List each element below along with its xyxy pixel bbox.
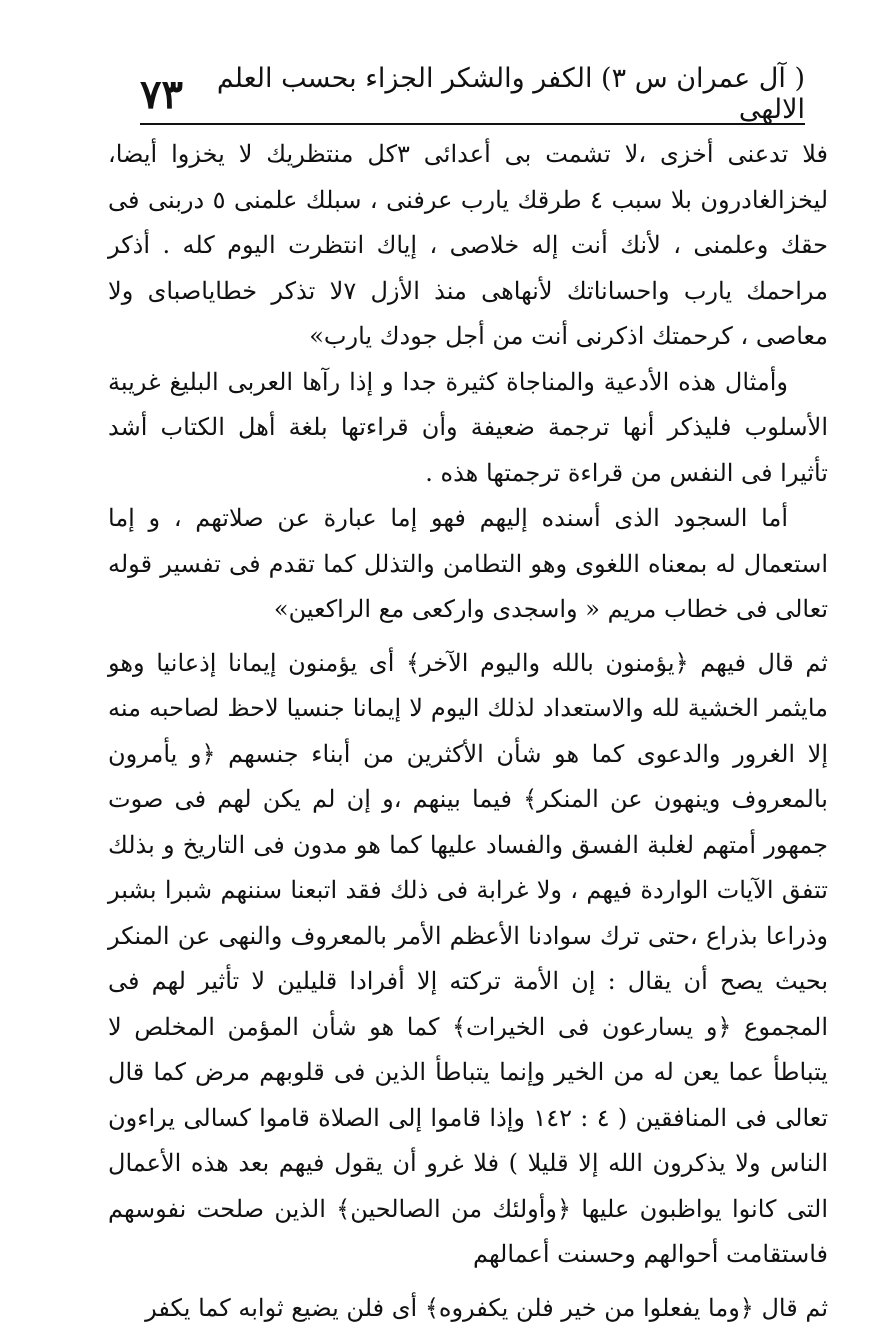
paragraph-faith-and-deeds: ثم قال فيهم ﴿يؤمنون بالله واليوم الآخر﴾ أى يؤمنون إيمانا إذعانيا وهو مايثمر الخشية لله والاستعداد لذلك اليوم لا إيمانا جنسيا لاحظ لصاحبه منه إلا الغرور والدعوى كما هو شأن الأكثرين من أبناء جنسهم ﴿و يأمرون بالمعروف وينهون عن المنكر﴾ فيما بينهم ،و إن لم يكن لهم فى صوت جمهور أمتهم لغلبة الفسق والفساد عليها كما هو مدون فى التاريخ و بذلك تتفق الآيات الواردة فيهم ، ولا غرابة فى ذلك فقد اتبعنا سننهم شبرا بشبر وذراعا بذراع ،حتى ترك سوادنا الأعظم الأمر بالمعروف والنهى عن المنكر بحيث يصح أن يقال : إن الأمة تركته إلا أفرادا قليلين لا تأثير لهم فى المجموع ﴿و يسارعون فى الخيرات﴾ كما هو شأن المؤمن المخلص لا يتباطأ عما يعن له من الخير وإنما يتباطأ الذين فى قلوبهم مرض كما قال تعالى فى المنافقين ( ٤ : ١٤٢ وإذا قاموا إلى الصلاة قاموا كسالى يراءون الناس ولا يذكرون الله إلا قليلا ) فلا غرو أن يقول فيهم بعد هذه الأعمال التى كانوا يواظبون عليها ﴿وأولئك من الصالحين﴾ الذين صلحت نفوسهم فاستقامت أحوالهم وحسنت أعمالهم — [108, 641, 828, 1278]
header-rule — [140, 123, 805, 125]
paragraph-prayers-commentary: وأمثال هذه الأدعية والمناجاة كثيرة جدا و إذا رآها العربى البليغ غريبة الأسلوب فليذكر أنها ترجمة ضعيفة وأن قراءتها بلغة أهل الكتاب أشد تأثيرا فى النفس من قراءة ترجمتها هذه . — [108, 360, 828, 497]
paragraph-reward: ثم قال ﴿وما يفعلوا من خير فلن يكفروه﴾ أى فلن يضيع ثوابه كما يكفر — [108, 1286, 828, 1331]
page-number: ٧٣ — [140, 71, 183, 118]
paragraph-gap — [108, 1278, 828, 1286]
paragraph-sujud: أما السجود الذى أسنده إليهم فهو إما عبارة عن صلاتهم ، و إما استعمال له بمعناه اللغوى وهو التطامن والتذلل كما تقدم فى تفسير قوله تعالى فى خطاب مريم « واسجدى واركعى مع الراكعين» — [108, 496, 828, 633]
running-title: ( آل عمران س ٣) الكفر والشكر الجزاء بحسب العلم الالهى — [183, 63, 805, 125]
body-text — [108, 132, 828, 1331]
paragraph-gap — [108, 633, 828, 641]
page-header — [140, 68, 805, 120]
paragraph-prayer-quote: فلا تدعنى أخزى ،لا تشمت بى أعدائى ٣كل منتظريك لا يخزوا أيضا، ليخزالغادرون بلا سبب ٤ طرقك يارب عرفنى ، سبلك علمنى ٥ دربنى فى حقك وعلمنى ، لأنك أنت إله خلاصى ، إياك انتظرت اليوم كله . أذكر مراحمك يارب واحساناتك لأنهاهى منذ الأزل ٧لا تذكر خطاياصباى ولا معاصى ، كرحمتك اذكرنى أنت من أجل جودك يارب» — [108, 132, 828, 360]
